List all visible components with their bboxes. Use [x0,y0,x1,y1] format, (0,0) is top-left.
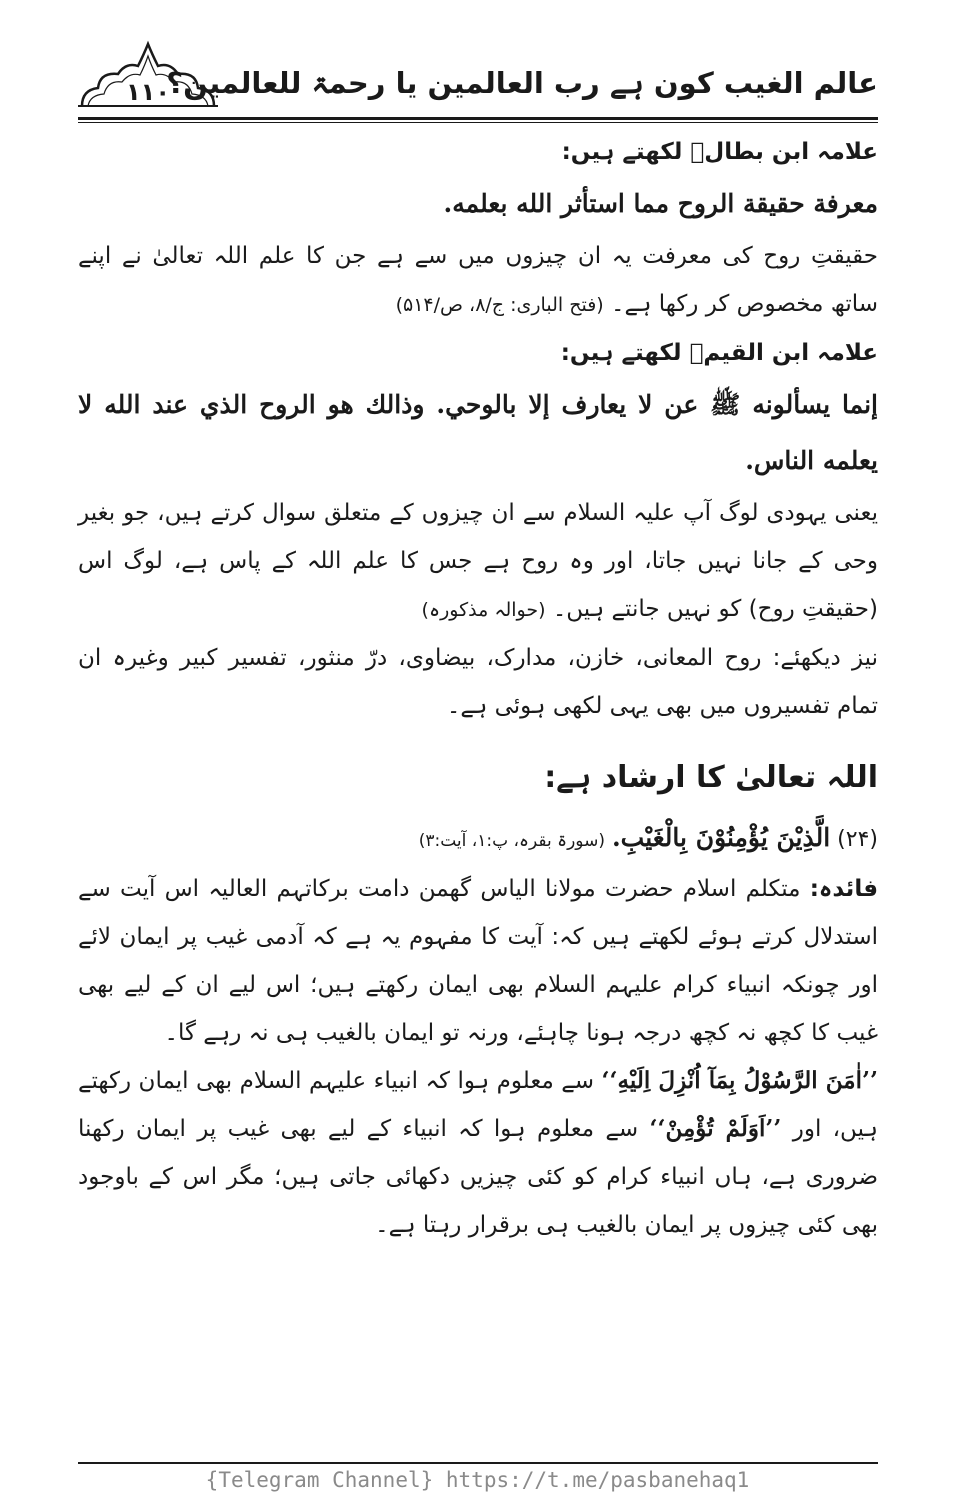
paragraph-faida [78,865,878,1057]
header-divider [78,117,878,120]
running-title: عالم الغیب کون ہے رب العالمین یا رحمۃ للعالمین؟ [166,66,878,100]
quote-awa-lam-tumin: ’’اَوَلَمْ تُؤْمِنْ‘‘ [649,1115,782,1142]
paragraph-prophets-iman [78,1057,878,1249]
paragraph-ibn-battal-intro: علامہ ابن بطالؒ لکھتے ہیں: [561,139,878,165]
ayah-text: الَّذِیْنَ یُؤْمِنُوْنَ بِالْغَیْبِ. [611,823,831,852]
ayah-reference: (سورۃ بقرہ، پ:۱، آیت:۳) [418,831,605,851]
paragraph-ruh-translation [78,232,878,329]
ayah-line [78,814,878,865]
header-divider-thin [78,122,878,123]
paragraph-jews-question [78,489,878,634]
footer-divider [78,1462,878,1464]
paragraph-tafsir-list: نیز دیکھئے: روح المعانی، خازن، مدارک، بیضاوی، درّ منثور، تفسیر کبیر وغیرہ ان تمام تفسیروں میں بھی یہی لکھی ہوئی ہے۔ [78,645,878,719]
prophets-iman-text-a: سے معلوم ہوا کہ انبیاء علیہم السلام بھی ایمان رکھتے ہیں، اور [78,1068,878,1142]
ayah-number: (۲۴) [837,827,878,852]
section-heading: اللہ تعالیٰ کا ارشاد ہے: [544,760,878,795]
arabic-quote-ibn-battal: معرفة حقيقة الروح مما استأثر الله بعلمه. [443,189,878,218]
page-number: ۱۱۰ [126,78,170,106]
mentioned-reference: (حوالہ مذکورہ) [421,599,546,621]
ruh-translation-text: حقیقتِ روح کی معرفت یہ ان چیزوں میں سے ہے جن کا علم اللہ تعالیٰ نے اپنے ساتھ مخصوص کر رکھا ہے۔ [78,243,878,317]
arabic-quote-ibn-qayyim: إنما يسألونه ﷺ عن لا يعارف إلا بالوحي. وذالك هو الروح الذي عند الله لا يعلمه الناس. [78,390,878,475]
paragraph-ibn-qayyim-intro: علامہ ابن القیمؒ لکھتے ہیں: [560,340,878,366]
jews-question-text: یعنی یہودی لوگ آپ علیہ السلام سے ان چیزوں کے متعلق سوال کرتے ہیں، جو بغیر وحی کے جانا نہیں جاتا، اور وہ روح ہے جس کا علم اللہ کے پاس ہے، لوگ اس (حقیقتِ روح) کو نہیں جانتے ہیں۔ [78,500,878,622]
faida-text: متکلم اسلام حضرت مولانا الیاس گھمن دامت برکاتہم العالیہ اس آیت سے استدلال کرتے ہوئے لکھتے ہیں کہ: آیت کا مفہوم یہ ہے کہ آدمی غیب پر ایمان لائے اور چونکہ انبیاء کرام علیہم السلام بھی ایمان رکھتے ہیں؛ اس لیے ان کے لیے بھی غیب کا کچھ نہ کچھ درجہ ہونا چاہئے، ورنہ تو ایمان بالغیب ہی نہ رہے گا۔ [78,876,878,1046]
faida-label: فائدہ: [809,876,879,902]
quote-amana-rasul: ’’اٰمَنَ الرَّسُوْلُ بِمَآ اُنْزِلَ اِلَیْهِ‘‘ [601,1067,878,1094]
telegram-watermark: {Telegram Channel} https://t.me/pasbanehaq1 [205,1468,750,1492]
fath-al-bari-reference: (فتح الباری: ج/۸، ص/۵۱۴) [395,294,604,316]
prophets-iman-text-b: سے معلوم ہوا کہ انبیاء کے لیے بھی غیب پر ایمان رکھنا ضروری ہے، ہاں انبیاء کرام کو کئی چیزیں دکھائی جاتی ہیں؛ مگر اس کے باوجود بھی کئی چیزوں پر ایمان بالغیب ہی برقرار رہتا ہے۔ [78,1116,878,1238]
page-body [78,128,878,1249]
page-header [78,40,878,110]
